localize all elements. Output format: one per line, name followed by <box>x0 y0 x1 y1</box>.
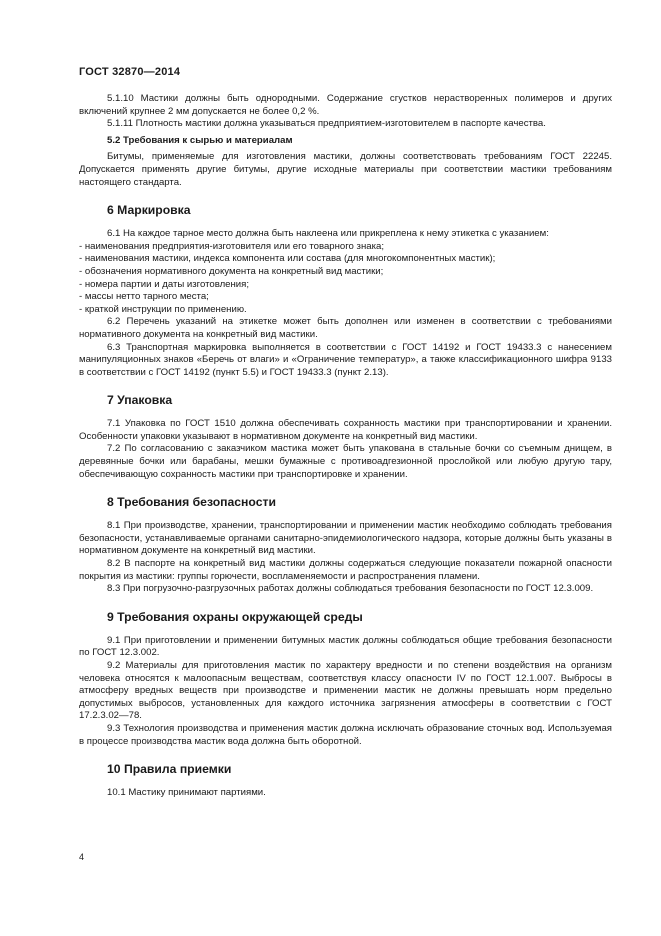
document-body <box>79 93 612 800</box>
list-item: - наименования мастики, индекса компонента или состава (для многокомпонентных мастик); <box>79 253 496 265</box>
list-item: - обозначения нормативного документа на конкретный вид мастики; <box>79 265 384 277</box>
clause-8-3: 8.3 При погрузочно-разгрузочных работах должны соблюдаться требования безопасности по ГОСТ 12.3.009. <box>107 583 594 595</box>
clause-5-2-text: Битумы, применяемые для изготовления мастики, должны соответствовать требованиям ГОСТ 22245. Допускается применять другие битумы, другие исходные материалы при соответствии мастики требованиям настоящего стандарта. <box>79 151 612 188</box>
clause-6-3: 6.3 Транспортная маркировка выполняется в соответствии с ГОСТ 14192 и ГОСТ 19433.3 с нанесением манипуляционных знаков «Беречь от влаги» и «Ограничение температур», а также классификационного шифра 9133 в соответствии с ГОСТ 14192 (пункт 5.5) и ГОСТ 19433.3 (пункт 2.13). <box>79 341 612 378</box>
section-6-title: 6 Маркировка <box>107 203 191 218</box>
section-8-title: 8 Требования безопасности <box>107 495 276 510</box>
clause-6-1: 6.1 На каждое тарное место должна быть наклеена или прикреплена к нему этикетка с указанием: <box>107 228 549 240</box>
list-item: - краткой инструкции по применению. <box>79 303 247 315</box>
clause-8-1: 8.1 При производстве, хранении, транспортировании и применении мастик необходимо соблюдать требования безопасности, устанавливаемые органами санитарно-эпидемиологического надзора, которые должны быть указаны в нормативном документе на конкретный вид мастики. <box>79 520 612 557</box>
clause-5-1-11: 5.1.11 Плотность мастики должна указываться предприятием-изготовителем в паспорте качества. <box>107 118 546 130</box>
clause-9-3: 9.3 Технология производства и применения мастик должна исключать образование сточных вод. Используемая в процессе производства мастик вода должна быть оборотной. <box>79 722 612 747</box>
clause-9-1: 9.1 При приготовлении и применении битумных мастик должны соблюдаться общие требования безопасности по ГОСТ 12.3.002. <box>79 634 612 659</box>
clause-6-2: 6.2 Перечень указаний на этикетке может быть дополнен или изменен в соответствии с требованиями нормативного документа на конкретный вид мастики. <box>79 316 612 340</box>
list-item: - наименования предприятия-изготовителя или его товарного знака; <box>79 240 385 252</box>
clause-7-1: 7.1 Упаковка по ГОСТ 1510 должна обеспечивать сохранность мастики при транспортировании и хранении. Особенности упаковки указывают в нормативном документе на конкретный вид мастики. <box>79 418 612 442</box>
section-7-title: 7 Упаковка <box>107 393 173 408</box>
clause-5-1-10: 5.1.10 Мастики должны быть однородными. Содержание сгустков нерастворенных полимеров и других включений крупнее 2 мм допускается не более 0,2 %. <box>79 93 612 117</box>
section-10-title: 10 Правила приемки <box>107 762 232 777</box>
list-item: - номера партии и даты изготовления; <box>79 278 250 290</box>
subheading-5-2: 5.2 Требования к сырью и материалам <box>107 134 293 146</box>
page-header: ГОСТ 32870—2014 <box>79 66 181 78</box>
clause-10-1: 10.1 Мастику принимают партиями. <box>107 787 266 799</box>
list-item: - массы нетто тарного места; <box>79 291 209 303</box>
section-9-title: 9 Требования охраны окружающей среды <box>107 609 363 624</box>
clause-7-2: 7.2 По согласованию с заказчиком мастика может быть упакована в стальные бочки со съемным днищем, в деревянные бочки или барабаны, мешки бумажные с противоадгезионной прослойкой или любую другую тару, обеспечивающую сохранность мастики при транспортировке и хранении. <box>79 443 612 480</box>
clause-8-2: 8.2 В паспорте на конкретный вид мастики должны содержаться следующие показатели пожарной опасности покрытия из мастики: группы горючести, воспламеняемости и распространения пламени. <box>79 558 612 582</box>
clause-9-2: 9.2 Материалы для приготовления мастик по характеру вредности и по степени воздействия на организм человека относятся к малоопасным веществам, соответствуя классу опасности IV по ГОСТ 12.1.007. Выбросы в атмосферу вредных веществ при производстве и применении мастик не должны превышать норм предельно допустимых выбросов, установленных для каждого источника загрязнения атмосферы в соответствии с ГОСТ 17.2.3.02—78. <box>79 660 612 722</box>
page-number: 4 <box>79 852 85 862</box>
